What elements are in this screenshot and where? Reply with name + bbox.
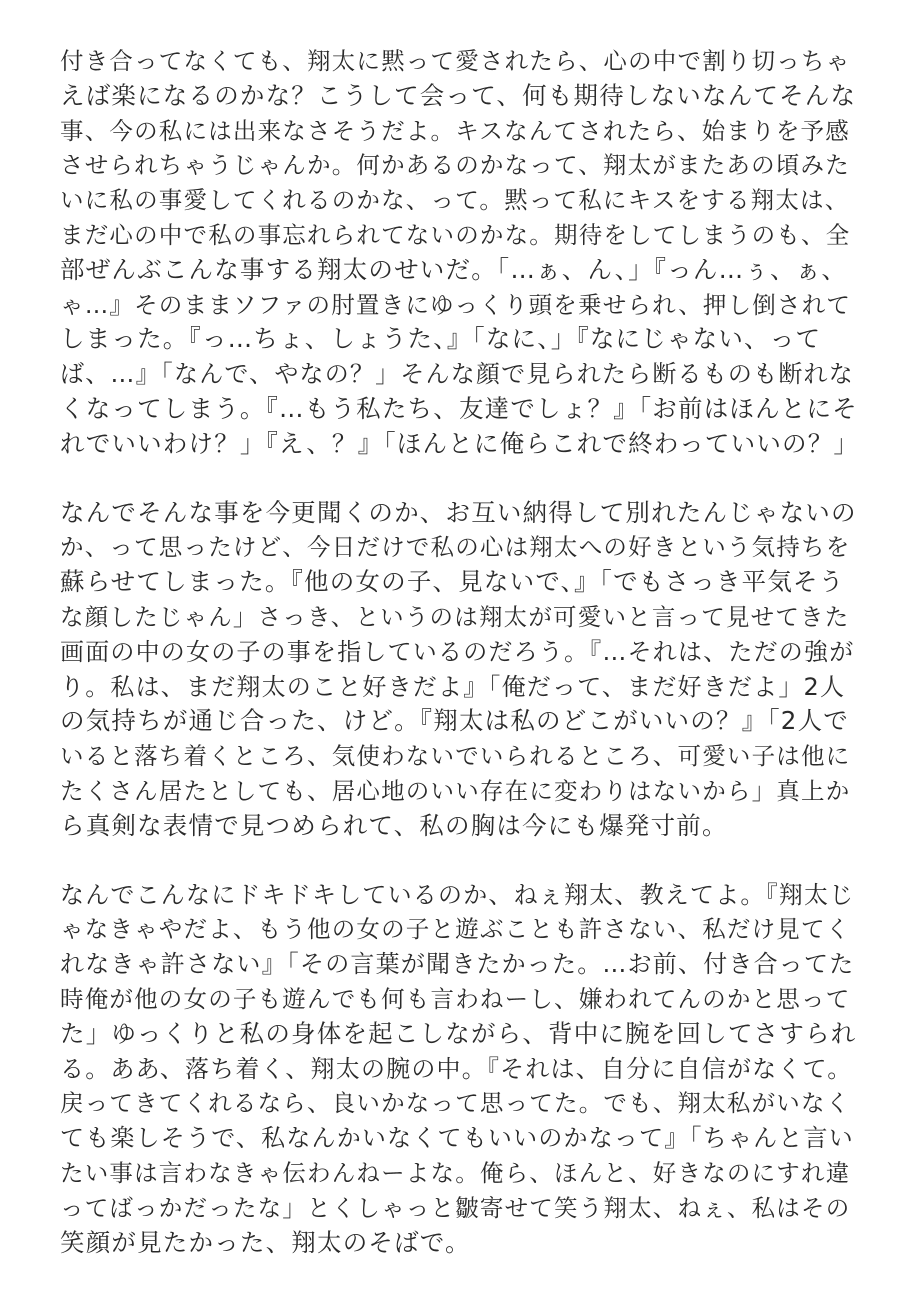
story-text: [60, 44, 860, 1294]
text-line: る。ああ、落ち着く、翔太の腕の中。『それは、自分に自信がなくて。: [60, 1054, 853, 1083]
text-line: なんでこんなにドキドキしているのか、ねぇ翔太、教えてよ。『翔太じ: [60, 880, 855, 909]
text-line: させられちゃうじゃんか。何かあるのかなって、翔太がまたあの頃みた: [60, 151, 850, 180]
text-line: くなってしまう。『…もう私たち、友達でしょ？』「お前はほんとにそ: [60, 393, 858, 423]
paragraph-1: [60, 44, 860, 462]
text-line: ら真剣な表情で見つめられて、私の胸は今にも爆発寸前。: [60, 810, 728, 840]
text-line: なんでそんな事を今更聞くのか、お互い納得して別れたんじゃないの: [60, 497, 857, 527]
text-line: いに私の事愛してくれるのかな、って。黙って私にキスをする翔太は、: [60, 186, 850, 215]
text-line: 部ぜんぶこんな事する翔太のせいだ。「…ぁ、ん、」『っん…ぅ、ぁ、: [60, 254, 848, 284]
text-line: れでいいわけ？」『え、？』「ほんとに俺らこれで終わっていいの？」: [60, 428, 860, 458]
text-line: えば楽になるのかな？こうして会って、何も期待しないなんてそんな: [60, 80, 857, 110]
text-line: ゃなきゃやだよ、もう他の女の子と遊ぶことも許さない、私だけ見てく: [60, 915, 851, 944]
text-line: の気持ちが通じ合った、けど。『翔太は私のどこがいいの？』「2人で: [60, 706, 849, 736]
text-line: た」ゆっくりと私の身体を起こしながら、背中に腕を回してさすられ: [60, 1018, 857, 1048]
text-line: ってばっかだったな」とくしゃっと皺寄せて笑う翔太、ねぇ、私はその: [60, 1193, 851, 1222]
text-line: 笑顔が見たかった、翔太のそばで。: [60, 1227, 471, 1257]
text-line: いると落ち着くところ、気使わないでいられるところ、可愛い子は他に: [60, 742, 851, 771]
text-line: な顔したじゃん」さっき、というのは翔太が可愛いと言って見せてきた: [60, 602, 850, 631]
text-line: り。私は、まだ翔太のこと好きだよ』「俺だって、まだ好きだよ」2人: [60, 672, 846, 701]
text-line: か、って思ったけど、今日だけで私の心は翔太への好きという気持ちを: [60, 533, 851, 562]
text-line: しまった。『っ…ちょ、しょうた、』「なに、」『なにじゃない、って: [60, 324, 822, 354]
text-line: ても楽しそうで、私なんかいなくてもいいのかなって』「ちゃんと言い: [60, 1124, 854, 1153]
text-line: ば、…』「なんで、やなの？」そんな顔で見られたら断るものも断れな: [60, 360, 854, 389]
text-line: 戻ってきてくれるなら、良いかなって思ってた。でも、翔太私がいなく: [60, 1089, 851, 1118]
text-line: 蘇らせてしまった。『他の女の子、見ないで、』「でもさっき平気そう: [60, 567, 845, 597]
text-line: ゃ…』そのままソファの肘置きにゆっくり頭を乗せられ、押し倒されて: [60, 290, 852, 319]
text-line: まだ心の中で私の事忘れられてないのかな。期待をしてしまうのも、全: [60, 220, 851, 249]
text-line: 付き合ってなくても、翔太に黙って愛されたら、心の中で割り切っちゃ: [60, 47, 851, 75]
paragraph-2: [60, 496, 860, 844]
text-line: 画面の中の女の子の事を指しているのだろう。『…それは、ただの強が: [60, 637, 855, 666]
text-line: たくさん居たとしても、居心地のいい存在に変わりはないから」真上か: [60, 776, 851, 805]
text-line: たい事は言わなきゃ伝わんねーよな。俺ら、ほんと、好きなのにすれ違: [60, 1158, 851, 1187]
text-line: れなきゃ許さない』「その言葉が聞きたかった。…お前、付き合ってた: [60, 950, 855, 979]
text-line: 事、今の私には出来なさそうだよ。キスなんてされたら、始まりを予感: [60, 116, 850, 145]
text-line: 時俺が他の女の子も遊んでも何も言わねーし、嫌われてんのかと思って: [60, 984, 851, 1013]
paragraph-3: [60, 878, 860, 1261]
